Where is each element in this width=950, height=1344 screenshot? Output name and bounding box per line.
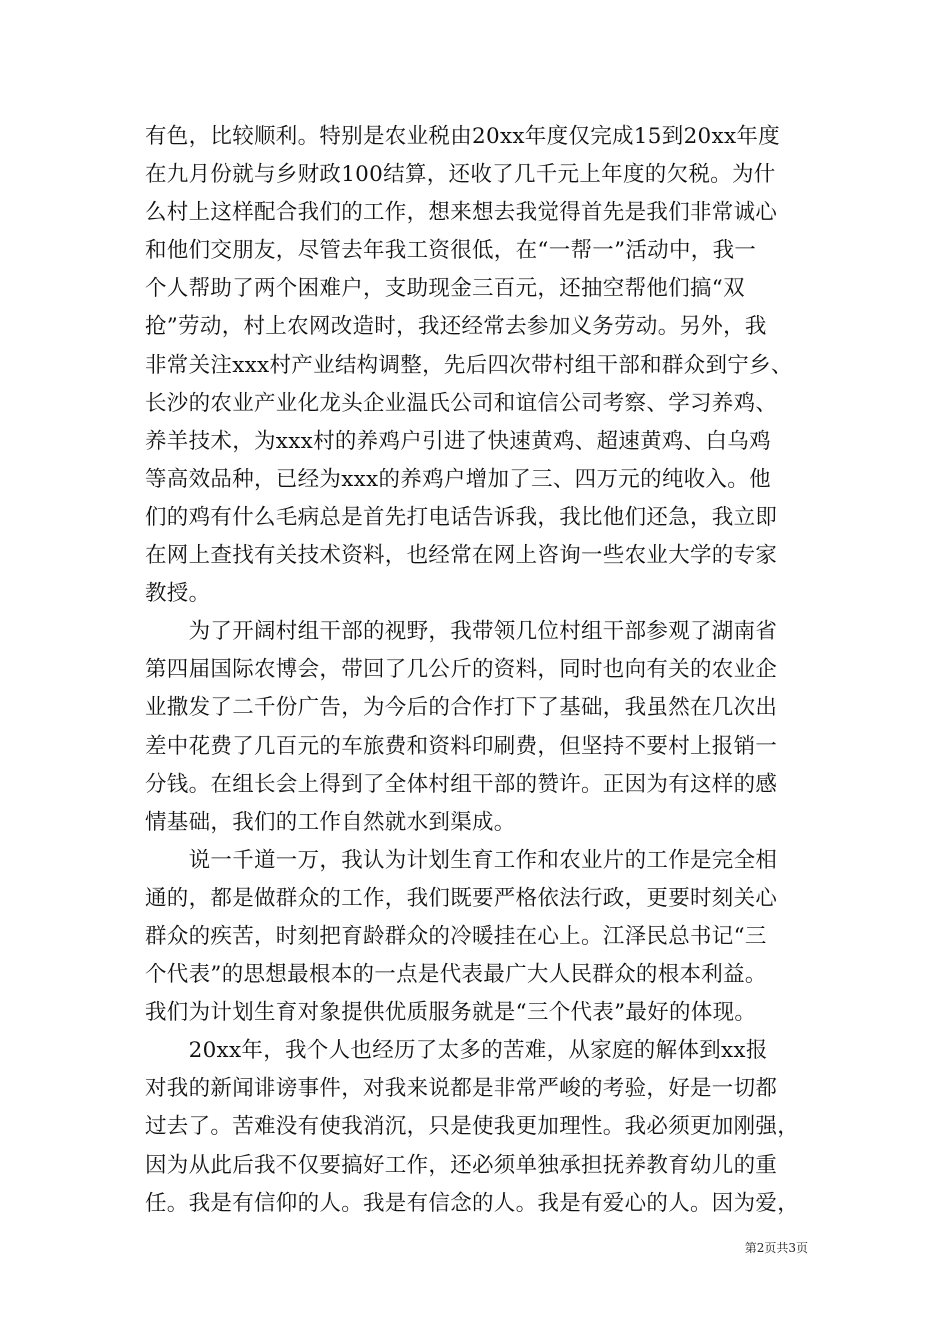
text-line: 因为从此后我不仅要搞好工作，还必须单独承担抚养教育幼儿的重	[145, 1152, 778, 1178]
text-line: 说一千道一万，我认为计划生育工作和农业片的工作是完全相	[145, 847, 778, 873]
text-line: 业撒发了二千份广告，为今后的合作打下了基础，我虽然在几次出	[145, 695, 778, 721]
text-line: 对我的新闻诽谤事件，对我来说都是非常严峻的考验，好是一切都	[145, 1076, 778, 1102]
text-line: 么村上这样配合我们的工作，想来想去我觉得首先是我们非常诚心	[145, 200, 778, 226]
text-line: 和他们交朋友，尽管去年我工资很低，在“一帮一”活动中，我一	[145, 238, 757, 264]
text-line: 等高效品种，已经为xxx的养鸡户增加了三、四万元的纯收入。他	[145, 466, 771, 492]
text-line: 个代表”的思想最根本的一点是代表最广大人民群众的根本利益。	[145, 962, 767, 988]
text-line: 们的鸡有什么毛病总是首先打电话告诉我，我比他们还急，我立即	[145, 504, 778, 530]
text-line: 抢”劳动，村上农网改造时，我还经常去参加义务劳动。另外，我	[145, 314, 767, 340]
text-line: 过去了。苦难没有使我消沉，只是使我更加理性。我必须更加刚强，	[145, 1114, 800, 1140]
text-line: 群众的疾苦，时刻把育龄群众的冷暖挂在心上。江泽民总书记“三	[145, 923, 767, 949]
text-line: 在九月份就与乡财政100结算，还收了几千元上年度的欠税。为什	[145, 162, 776, 188]
document-body	[145, 118, 825, 1223]
page-number: 第2页共3页	[744, 1241, 808, 1255]
text-line: 分钱。在组长会上得到了全体村组干部的赞许。正因为有这样的感	[145, 771, 778, 797]
text-line: 差中花费了几百元的车旅费和资料印刷费，但坚持不要村上报销一	[145, 733, 778, 759]
text-line: 任。我是有信仰的人。我是有信念的人。我是有爱心的人。因为爱，	[145, 1190, 800, 1216]
text-line: 我们为计划生育对象提供优质服务就是“三个代表”最好的体现。	[145, 1000, 757, 1026]
text-line: 有色，比较顺利。特别是农业税由20xx年度仅完成15到20xx年度	[145, 124, 780, 149]
text-line: 情基础，我们的工作自然就水到渠成。	[145, 809, 516, 835]
text-line: 通的，都是做群众的工作，我们既要严格依法行政，更要时刻关心	[145, 885, 778, 911]
text-line: 在网上查找有关技术资料，也经常在网上咨询一些农业大学的专家	[145, 543, 778, 569]
text-line: 20xx年，我个人也经历了太多的苦难，从家庭的解体到xx报	[145, 1038, 768, 1064]
text-line: 个人帮助了两个困难户，支助现金三百元，还抽空帮他们搞“双	[145, 276, 745, 302]
text-line: 为了开阔村组干部的视野，我带领几位村组干部参观了湖南省	[145, 619, 778, 645]
text-line: 长沙的农业产业化龙头企业温氏公司和谊信公司考察、学习养鸡、	[145, 390, 778, 416]
text-line: 非常关注xxx村产业结构调整，先后四次带村组干部和群众到宁乡、	[145, 352, 793, 378]
text-line: 第四届国际农博会，带回了几公斤的资料，同时也向有关的农业企	[145, 657, 778, 683]
text-line: 养羊技术，为xxx村的养鸡户引进了快速黄鸡、超速黄鸡、白乌鸡	[145, 428, 771, 454]
text-line: 教授。	[145, 581, 211, 607]
